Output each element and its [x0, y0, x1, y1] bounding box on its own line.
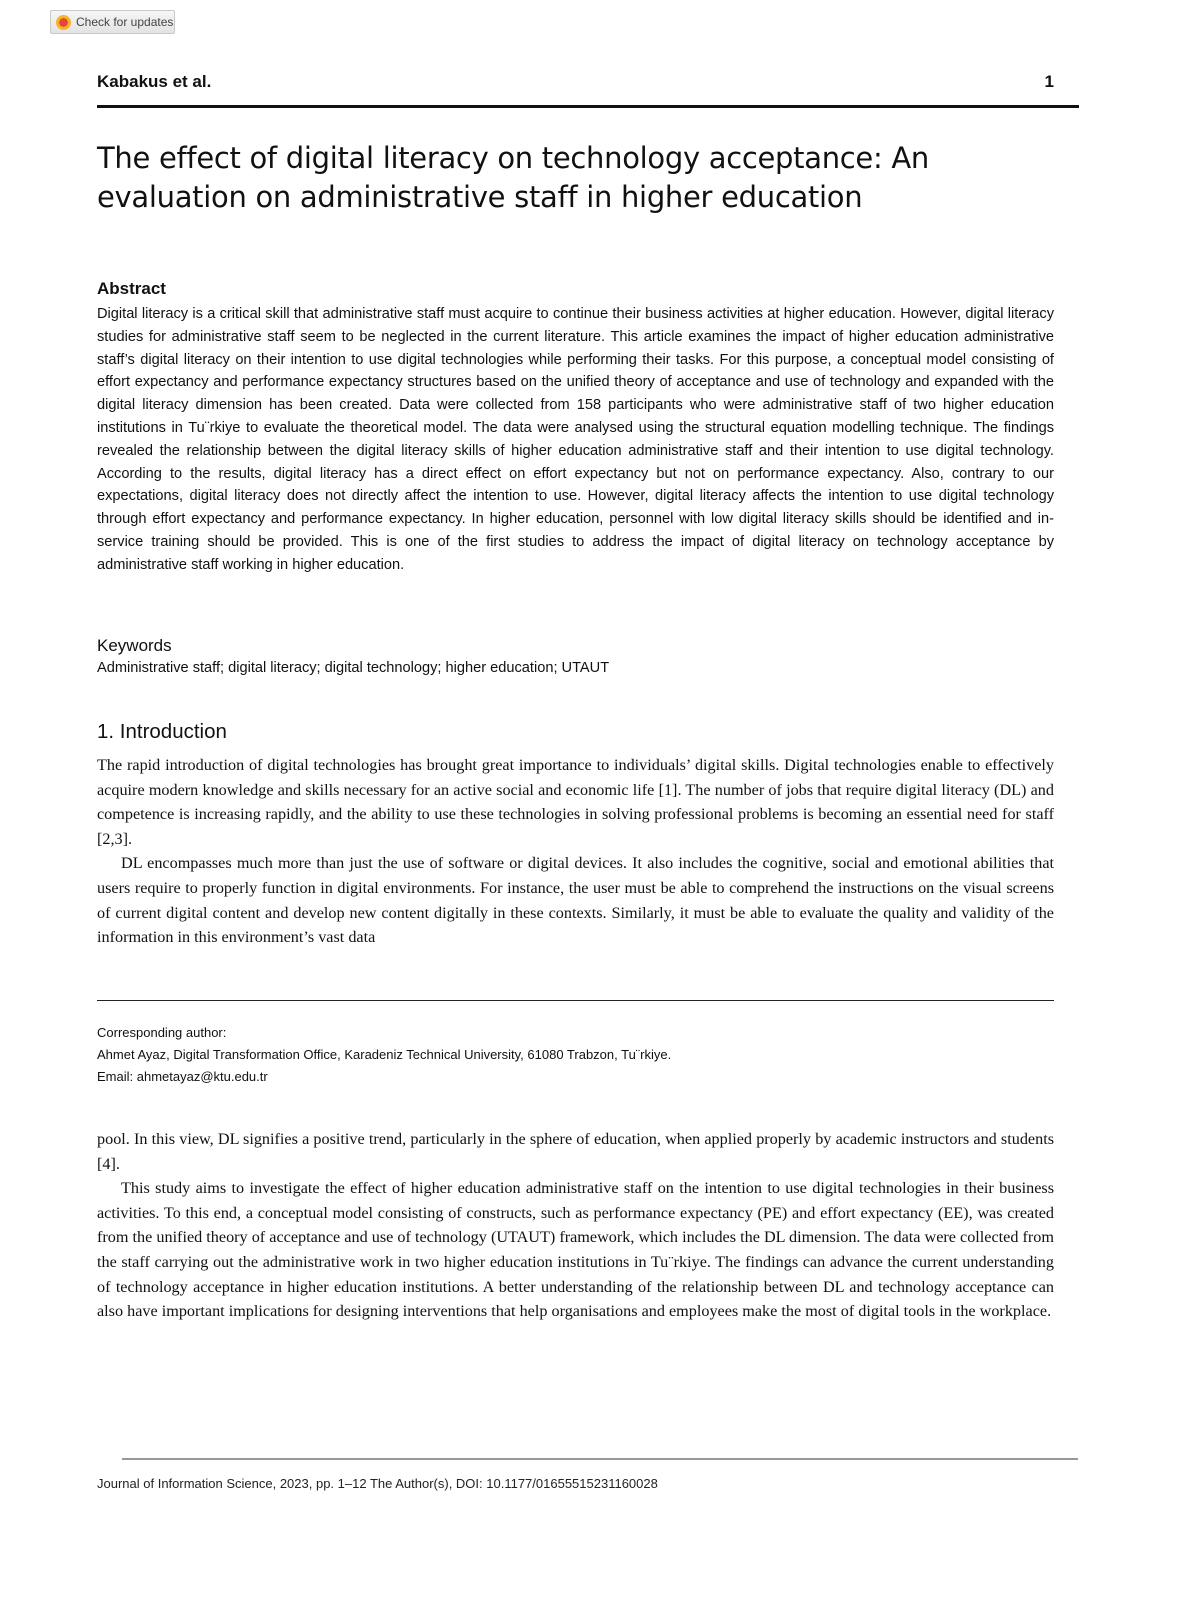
abstract-heading: Abstract	[97, 279, 166, 298]
footnote-rule	[97, 1000, 1054, 1001]
intro-paragraph-4: This study aims to investigate the effect of higher education administrative staff on the intention to use digital technologies in their business activities. To this end, a conceptual model consisting of constructs, such as performance expectancy (PE) and effort expectancy (EE), was created from the unified theory of acceptance and use of technology (UTAUT) framework, which includes the DL dimension. The data were collected from the staff carrying out the administrative work in two higher education institutions in Tu¨rkiye. The findings can advance the current understanding of technology acceptance in higher education institutions. A better understanding of the relationship between DL and technology acceptance can also have important implications for designing interventions that help organisations and employees make the most of digital tools in the workplace.	[97, 1179, 1054, 1321]
corresponding-author-label: Corresponding author:	[97, 1025, 227, 1040]
introduction-body-top	[97, 753, 1054, 950]
journal-citation-footer: Journal of Information Science, 2023, pp. 1–12 The Author(s), DOI: 10.1177/01655515231160028	[97, 1476, 658, 1491]
crossmark-icon	[56, 15, 71, 30]
header-rule	[97, 105, 1079, 108]
page-number: 1	[1044, 72, 1054, 91]
paper-title: The effect of digital literacy on technology acceptance: An evaluation on administrative staff in higher education	[97, 141, 929, 214]
corresponding-author-block	[97, 1022, 671, 1088]
intro-paragraph-3: pool. In this view, DL signifies a positive trend, particularly in the sphere of education, when applied properly by academic instructors and students [4].	[97, 1130, 1054, 1173]
introduction-heading: 1. Introduction	[97, 720, 227, 743]
check-for-updates-label: Check for updates	[76, 15, 174, 29]
keywords-heading: Keywords	[97, 636, 172, 655]
footer-rule	[122, 1458, 1078, 1460]
corresponding-author-email: Email: ahmetayaz@ktu.edu.tr	[97, 1069, 268, 1084]
keywords-text: Administrative staff; digital literacy; digital technology; higher education; UTAUT	[97, 660, 610, 676]
running-header	[97, 72, 1054, 92]
running-header-authors: Kabakus et al.	[97, 72, 212, 91]
intro-paragraph-1: The rapid introduction of digital technologies has brought great importance to individuals’ digital skills. Digital technologies enable to effectively acquire modern knowledge and skills necessary for an active social and economic life [1]. The number of jobs that require digital literacy (DL) and competence is increasing rapidly, and the ability to use these technologies in solving professional problems is becoming an essential need for staff [2,3].	[97, 756, 1054, 848]
intro-paragraph-2: DL encompasses much more than just the use of software or digital devices. It also includes the cognitive, social and emotional abilities that users require to properly function in digital environments. For instance, the user must be able to comprehend the instructions on the visual screens of current digital content and develop new content digitally in these contexts. Similarly, it must be able to evaluate the quality and validity of the information in this environment’s vast data	[97, 854, 1054, 947]
check-for-updates-button[interactable]	[50, 10, 175, 34]
corresponding-author-affiliation: Ahmet Ayaz, Digital Transformation Office, Karadeniz Technical University, 61080 Trabzon, Tu¨rkiye.	[97, 1047, 672, 1062]
introduction-body-bottom	[97, 1127, 1054, 1324]
abstract-text: Digital literacy is a critical skill that administrative staff must acquire to continue their business activities at higher education. However, digital literacy studies for administrative staff seem to be neglected in the current literature. This article examines the impact of higher education administrative staff’s digital literacy on their intention to use digital technologies while performing their tasks. For this purpose, a conceptual model consisting of effort expectancy and performance expectancy structures based on the unified theory of acceptance and use of technology and expanded with the digital literacy dimension has been created. Data were collected from 158 participants who were administrative staff of two higher education institutions in Tu¨rkiye to evaluate the theoretical model. The data were analysed using the structural equation modelling technique. The findings revealed the relationship between the digital literacy skills of higher education administrative staff and their intention to use digital technology. According to the results, digital literacy has a direct effect on effort expectancy but not on performance expectancy. Also, contrary to our expectations, digital literacy does not directly affect the intention to use. However, digital literacy affects the intention to use digital technology through effort expectancy and performance expectancy. In higher education, personnel with low digital literacy skills should be identified and in-service training should be provided. This is one of the first studies to address the impact of digital literacy on technology acceptance by administrative staff working in higher education.	[97, 306, 1054, 573]
